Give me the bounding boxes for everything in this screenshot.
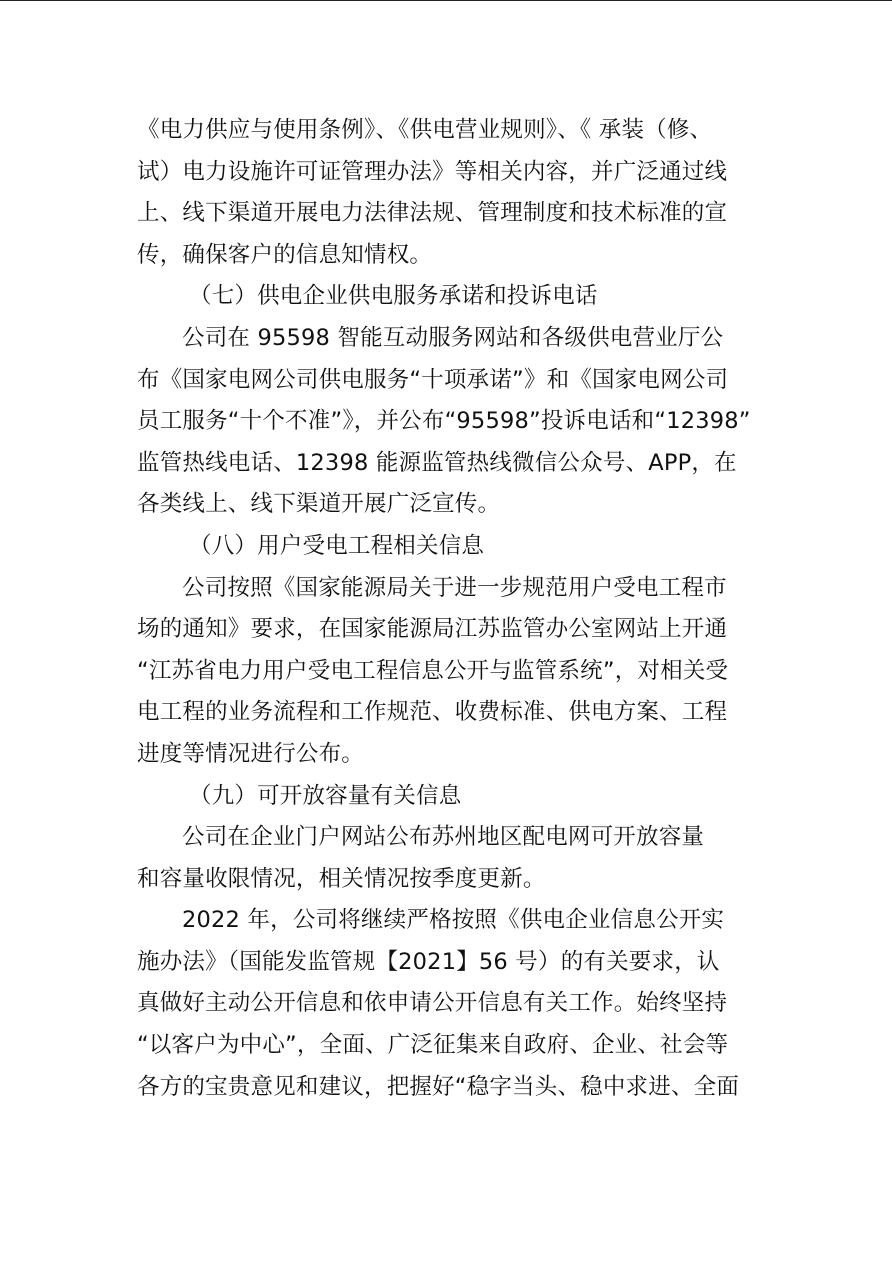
body-line: 监管热线电话、12398 能源监管热线微信公众号、APP，在 — [137, 449, 737, 476]
paragraph-start-line: 2022 年，公司将继续严格按照《供电企业信息公开实 — [182, 907, 725, 934]
body-line: “江苏省电力用户受电工程信息公开与监管系统”，对相关受 — [137, 657, 729, 684]
paragraph-start-line: 公司在企业门户网站公布苏州地区配电网可开放容量 — [182, 824, 705, 851]
section-heading-7: （七）供电企业供电服务承诺和投诉电话 — [189, 283, 598, 310]
body-line: 各类线上、线下渠道开展广泛宣传。 — [137, 491, 501, 518]
body-line: 布《国家电网公司供电服务“十项承诺”》和《国家电网公司 — [137, 366, 729, 393]
body-line: 各方的宝贵意见和建议，把握好“稳字当头、稳中求进、全面 — [137, 1073, 740, 1100]
body-line: 场的通知》要求，在国家能源局江苏监管办公室网站上开通 — [137, 616, 728, 643]
body-line: 上、线下渠道开展电力法律法规、管理制度和技术标准的宣 — [137, 200, 728, 227]
body-line: 试）电力设施许可证管理办法》等相关内容，并广泛通过线 — [137, 158, 728, 185]
paragraph-start-line: 公司在 95598 智能互动服务网站和各级供电营业厅公 — [182, 324, 724, 351]
body-line: 传，确保客户的信息知情权。 — [137, 241, 433, 268]
body-line: “以客户为中心”，全面、广泛征集来自政府、企业、社会等 — [137, 1032, 729, 1059]
document-page — [137, 110, 761, 1108]
body-line: 《电力供应与使用条例》、《供电营业规则》、《 承装（修、 — [137, 117, 713, 143]
section-heading-9: （九）可开放容量有关信息 — [189, 782, 462, 809]
body-line: 施办法》（国能发监管规【2021】56 号）的有关要求，认 — [137, 948, 720, 975]
body-line: 员工服务“十个不准”》，并公布“95598”投诉电话和“12398” — [137, 408, 751, 435]
top-border-line — [0, 0, 892, 1]
section-heading-8: （八）用户受电工程相关信息 — [189, 532, 485, 559]
body-line: 电工程的业务流程和工作规范、收费标准、供电方案、工程 — [137, 699, 728, 726]
body-line: 进度等情况进行公布。 — [137, 740, 365, 767]
paragraph-start-line: 公司按照《国家能源局关于进一步规范用户受电工程市 — [182, 574, 727, 601]
body-line: 真做好主动公开信息和依申请公开信息有关工作。始终坚持 — [137, 990, 728, 1017]
body-line: 和容量收限情况，相关情况按季度更新。 — [137, 865, 546, 892]
